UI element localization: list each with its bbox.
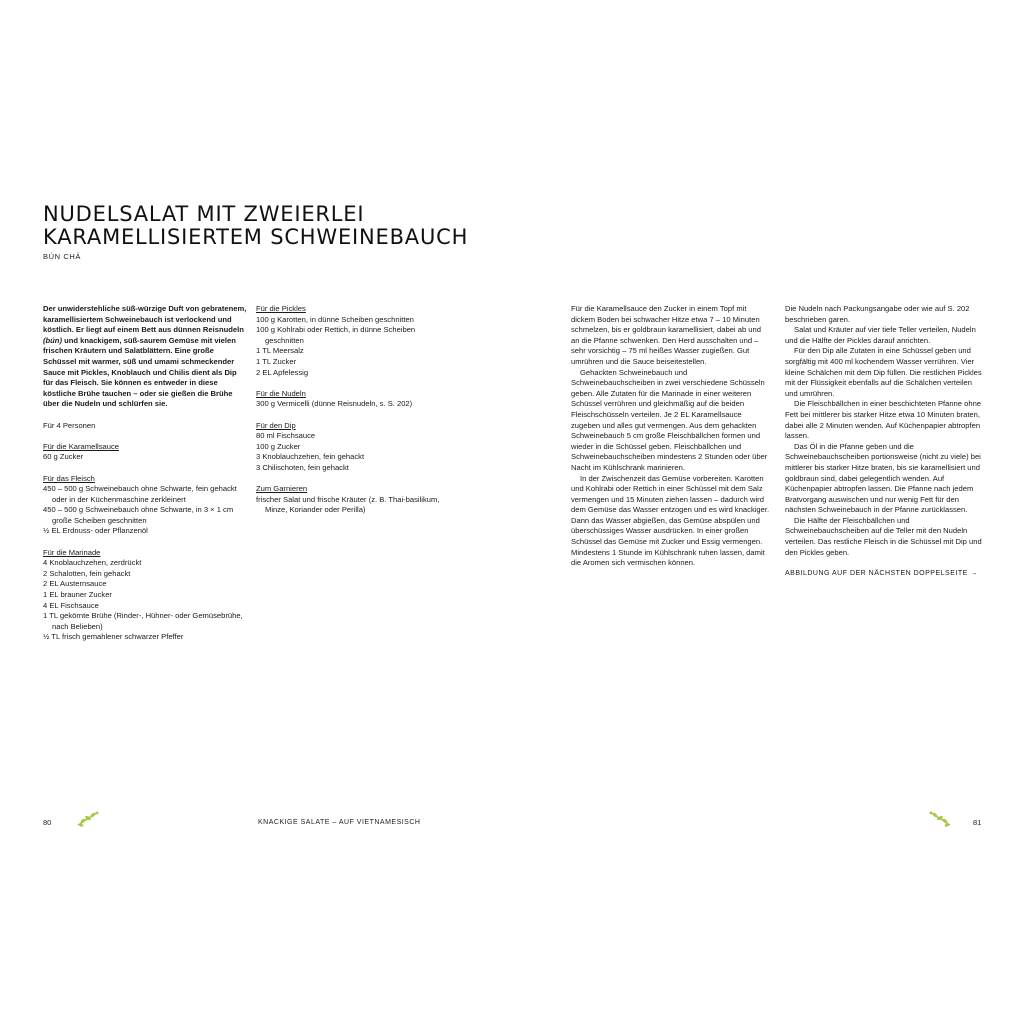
ingredient-item: 100 g Karotten, in dünne Scheiben geschnitten [256,314,414,324]
method-column-2 [785,304,985,579]
ingredient-item: 450 – 500 g Schweinebauch ohne Schwarte, fein gehackt oder in der Küchenmaschine zerkleinert [43,484,237,504]
ingredient-section [256,389,456,410]
herb-sprig-icon [928,810,952,828]
ingredient-section [256,304,456,378]
ingredient-item: ½ TL frisch gemahlener schwarzer Pfeffer [43,632,184,642]
method-paragraph: Die Hälfte der Fleischbällchen und Schweinebauchscheiben auf die Teller mit den Nudeln verteilen. Das restliche Fleisch in die Schüssel mit Dip und den Pickles geben. [785,515,982,557]
ingredient-item: 2 EL Apfelessig [256,367,309,377]
ingredient-item: 2 EL Austernsauce [43,579,107,589]
ingredients-column-2 [256,304,456,526]
ingredient-section [43,548,248,643]
method-paragraphs [571,304,771,569]
method-column-1 [571,304,771,569]
recipe-subtitle: BÚN CHẢ [43,252,81,261]
ingredient-sections [43,442,248,643]
recipe-title-line-2: KARAMELLISIERTEM SCHWEINEBAUCH [43,225,469,249]
intro-text-a: Der unwiderstehliche süß-würzige Duft von gebratenem, karamellisiertem Schweinebauch ist verlockend und köstlich. Er liegt auf einem Bett aus dünnen Reisnudeln [43,304,247,335]
ingredient-section-heading: Für die Marinade [43,547,101,557]
method-paragraph: Gehackten Schweinebauch und Schweinebauchscheiben in zwei verschiedene Schüsseln geben. Alle Zutaten für die Marinade in einer weiteren Schüssel verrühren und gleichmäßig auf die beiden Fleischschüsseln verteilen. Je 2 EL Karamellsauce zugeben und alles gut vermengen. Aus dem gehackten Schweinebauch 5 cm große Fleischbällchen formen und wieder in die Schüssel geben. Fleischbällchen und Schweinebauchscheiben mindestens 2 Stunden oder über Nacht im Kühlschrank marinieren. [571,367,768,472]
ingredient-item: 80 ml Fischsauce [256,431,316,441]
ingredient-section-heading: Für die Karamellsauce [43,441,119,451]
ingredient-item: 1 TL Meersalz [256,346,304,356]
ingredient-item: frischer Salat und frische Kräuter (z. B. Thai-basilikum, Minze, Koriander oder Perilla) [256,494,440,515]
ingredient-item: 1 EL brauner Zucker [43,590,112,600]
herb-sprig-icon [76,810,100,828]
ingredient-item: 2 Schalotten, fein gehackt [43,568,131,578]
ingredient-item: 1 TL Zucker [256,356,297,366]
ingredient-section-heading: Für das Fleisch [43,473,95,483]
ingredient-section-heading: Für den Dip [256,420,296,430]
recipe-title-line-1: NUDELSALAT MIT ZWEIERLEI [43,202,365,226]
ingredient-item: 3 Knoblauchzehen, fein gehackt [256,452,365,462]
ingredient-section [256,421,456,474]
method-paragraph: Für die Karamellsauce den Zucker in einem Topf mit dickem Boden bei schwacher Hitze etwa 7 – 10 Minuten schmelzen, bis er goldbraun karamellisiert, dabei ab und an die Pfanne schwenken. Den Herd ausschalten und – sehr vorsichtig – 75 ml heißes Wasser zugießen. Gut umrühren und die Sauce beiseitestellen. [571,304,761,366]
recipe-title [43,203,468,249]
ingredient-section-heading: Für die Pickles [256,304,306,313]
ingredient-item: 60 g Zucker [43,452,84,462]
ingredient-section [256,484,456,516]
ingredient-item: 450 – 500 g Schweinebauch ohne Schwarte, in 3 × 1 cm große Scheiben geschnitten [43,505,234,525]
ingredient-section-heading: Zum Garnieren [256,484,308,494]
ingredient-item: 100 g Kohlrabi oder Rettich, in dünne Scheiben geschnitten [256,325,416,345]
ingredient-item: 4 EL Fischsauce [43,600,99,610]
page-number-right: 81 [973,818,982,827]
servings: Für 4 Personen [43,420,96,430]
method-paragraphs [785,304,985,558]
ingredient-section-heading: Für die Nudeln [256,388,306,398]
ingredient-item: 1 TL gekörnte Brühe (Rinder-, Hühner- oder Gemüsebrühe, nach Belieben) [43,611,243,631]
method-paragraph: In der Zwischenzeit das Gemüse vorbereiten. Karotten und Kohlrabi oder Rettich in einer Schüssel mit dem Salz vermengen und 15 Minuten ziehen lassen – dadurch wird dem Gemüse das Wasser entzogen und es wird knackiger. Dann das Wasser abgießen, das Gemüse abspülen und überschüssiges Wasser ausdrücken. In einer großen Schüssel das Gemüse mit Zucker und Essig vermengen. Mindestens 1 Stunde im Kühlschrank ruhen lassen, damit die Aromen sich vermischen können. [571,473,770,568]
ingredient-item: 4 Knoblauchzehen, zerdrückt [43,558,142,568]
method-paragraph: Für den Dip alle Zutaten in eine Schüssel geben und sorgfältig mit 400 ml kochendem Wasser verrühren. Vier kleine Schälchen mit dem Dip füllen. Die restlichen Pickles mit der Flüssigkeit ebenfalls auf die Schälchen verteilen und umrühren. [785,346,982,398]
method-paragraph: Das Öl in die Pfanne geben und die Schweinebauchscheiben portionsweise (nicht zu viele) bei mittlerer bis starker Hitze braten, bis sie karamellisiert und goldbraun sind, dabei gelegentlich wenden. Auf Küchenpapier abtropfen lassen. Die Pfanne nach jedem Bratvorgang auswischen und nur wenig Fett für den nächsten Schweinebauch in der Pfanne zurücklassen. [785,441,981,515]
ingredient-section [43,442,248,463]
method-paragraph: Die Fleischbällchen in einer beschichteten Pfanne ohne Fett bei mittlerer bis starker Hitze etwa 10 Minuten braten, dabei alle 2 Minuten wenden. Auf Küchenpapier abtropfen lassen. [785,399,982,441]
ingredient-item: 300 g Vermicelli (dünne Reisnudeln, s. S. 202) [256,399,413,409]
ingredients-column-1 [43,304,248,654]
intro-text-b: und knackigem, süß-saurem Gemüse mit vielen frischen Kräutern und Salatblättern. Eine große Schüssel mit warmer, süß und umami schmeckender Sauce mit Pickles, Knoblauch und Chilis dient als Dip für das Fleisch. Sie können es entweder in diese köstliche Brühe tauchen – oder sie gießen die Brühe über die Nudeln und schlürfen sie. [43,335,237,409]
method-paragraph: Die Nudeln nach Packungsangabe oder wie auf S. 202 beschrieben garen. [785,304,970,324]
ingredient-section [43,474,248,538]
ingredient-item: 100 g Zucker [256,441,301,451]
intro-paragraph [43,304,248,410]
ingredient-item: 3 Chilischoten, fein gehackt [256,462,349,472]
method-paragraph: Salat und Kräuter auf vier tiefe Teller verteilen, Nudeln und die Hälfte der Pickles darauf anrichten. [785,325,976,345]
intro-emphasis: (bún) [43,335,62,345]
page-number-left: 80 [43,818,52,827]
ingredient-item: ½ EL Erdnuss- oder Pflanzenöl [43,526,148,536]
see-next-spread-note: ABBILDUNG AUF DER NÄCHSTEN DOPPELSEITE → [785,569,978,577]
ingredient-sections [256,304,456,516]
running-head: KNACKIGE SALATE – AUF VIETNAMESISCH [258,819,421,826]
